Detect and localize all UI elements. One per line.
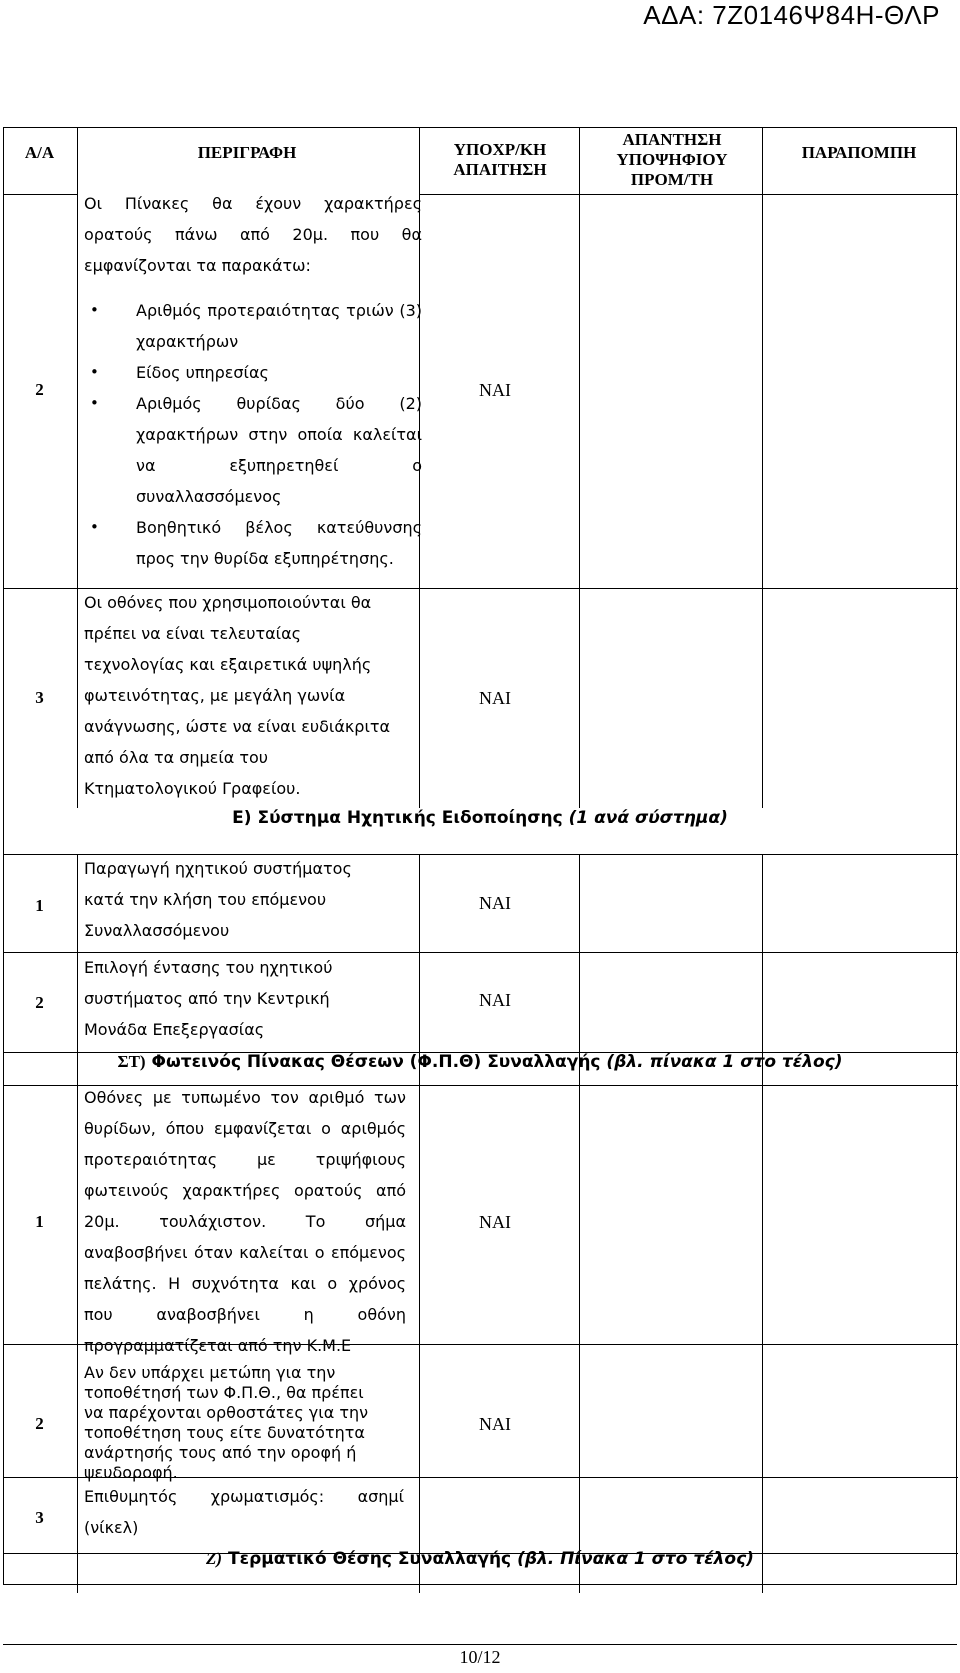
- page-number: 10/12: [459, 1647, 501, 1667]
- list-item: • Αριθμός προτεραιότητας τριών (3) χαρακτήρων: [84, 295, 422, 357]
- section-z-label: Ζ): [206, 1549, 223, 1568]
- header-description: ΠΕΡΙΓΡΑΦΗ: [197, 143, 297, 162]
- row-number: 3: [35, 688, 44, 707]
- row-description: Οι Πίνακες θα έχουν χαρακτήρες ορατούς πάνω από 20μ. που θα εμφανίζονται τα παρακάτω:: [84, 194, 422, 275]
- row-number: 2: [35, 380, 44, 399]
- header-aa: Α/Α: [24, 143, 55, 162]
- section-e-note: (1 ανά σύστημα): [568, 808, 728, 828]
- row-description: Οθόνες με τυπωμένο τον αριθμό των θυρίδων, όπου εμφανίζεται ο αριθμός προτεραιότητας με τριψήφιους φωτεινούς χαρακτήρες ορατούς από 20μ. τουλάχιστον. Το σήμα αναβοσβήνει όταν καλείται ο επόμενος πελάτης. Η συχνότητα και ο χρόνος που αναβοσβήνει η οθόνη προγραμματίζεται από την Κ.Μ.Ε: [84, 1088, 406, 1355]
- row-number: 3: [35, 1508, 44, 1527]
- section-st-title: Φωτεινός Πίνακας Θέσεων (Φ.Π.Θ) Συναλλαγής: [151, 1052, 601, 1072]
- row-divider: [4, 194, 77, 195]
- list-item: • Αριθμός θυρίδας δύο (2) χαρακτήρων στην οποία καλείται να εξυπηρετηθεί ο συναλλασσόμενος: [84, 388, 422, 512]
- col-divider: [579, 128, 580, 808]
- header-reference: ΠΑΡΑΠΟΜΠΗ: [801, 143, 917, 162]
- section-z-note: (βλ. Πίνακα 1 στο τέλος): [517, 1549, 754, 1569]
- section-st-note: (βλ. πίνακα 1 στο τέλος): [606, 1052, 843, 1072]
- section-title: [3, 808, 957, 828]
- row-number: 1: [35, 896, 44, 915]
- bullet-list: [84, 295, 422, 574]
- section-z-title: Τερματικό Θέσης Συναλλαγής: [228, 1549, 512, 1569]
- row-description: Επιλογή έντασης του ηχητικού συστήματος από την Κεντρική Μονάδα Επεξεργασίας: [84, 958, 333, 1039]
- col-divider: [579, 855, 580, 1593]
- row-number: 1: [35, 1212, 44, 1231]
- col-divider: [762, 128, 763, 808]
- row-number: 2: [35, 993, 44, 1012]
- footer-divider: [3, 1644, 957, 1645]
- header-requirement: ΥΠΟΧΡ/ΚΗ ΑΠΑΙΤΗΣΗ: [453, 140, 547, 179]
- section-title: [3, 1549, 957, 1569]
- row-description: Επιθυμητός χρωματισμός: ασημί (νίκελ): [84, 1487, 404, 1537]
- col-divider: [77, 128, 78, 808]
- row-number: 2: [35, 1414, 44, 1433]
- header-answer: ΑΠΑΝΤΗΣΗ ΥΠΟΨΗΦΙΟΥ ΠΡΟΜ/ΤΗ: [616, 130, 728, 189]
- col-divider: [77, 855, 78, 1593]
- row-description: Αν δεν υπάρχει μετώπη για την τοποθέτησή των Φ.Π.Θ., θα πρέπει να παρέχονται ορθοστάτες για την τοποθέτηση τους είτε δυνατότητα ανάρτησής τους από την οροφή ή ψευδοροφή.: [84, 1363, 369, 1482]
- section-title: [3, 1052, 957, 1072]
- requirement-value: ΝΑΙ: [479, 1414, 511, 1434]
- row-divider: [419, 194, 958, 195]
- section-e-title: Ε) Σύστημα Ηχητικής Ειδοποίησης: [232, 808, 563, 828]
- requirement-value: ΝΑΙ: [479, 990, 511, 1010]
- list-item: • Βοηθητικό βέλος κατεύθυνσης προς την θυρίδα εξυπηρέτησης.: [84, 512, 422, 574]
- col-divider: [762, 855, 763, 1593]
- requirement-value: ΝΑΙ: [479, 893, 511, 913]
- row-description: Παραγωγή ηχητικού συστήματος κατά την κλήση του επόμενου Συναλλασσόμενου: [84, 859, 352, 940]
- row-description: Οι οθόνες που χρησιμοποιούνται θα πρέπει να είναι τελευταίας τεχνολογίας και εξαιρετικά υψηλής φωτεινότητας, με μεγάλη γωνία ανάγνωσης, ώστε να είναι ευδιάκριτα από όλα τα σημεία του Κτηματολογικού Γραφείου.: [84, 593, 391, 798]
- document-id: ΑΔΑ: 7Ζ0146Ψ84Η-ΘΛΡ: [643, 0, 940, 30]
- list-item: • Είδος υπηρεσίας: [84, 357, 422, 388]
- requirement-value: ΝΑΙ: [479, 688, 511, 708]
- section-st-label: ΣΤ): [117, 1052, 146, 1071]
- requirement-value: ΝΑΙ: [479, 380, 511, 400]
- requirement-value: ΝΑΙ: [479, 1212, 511, 1232]
